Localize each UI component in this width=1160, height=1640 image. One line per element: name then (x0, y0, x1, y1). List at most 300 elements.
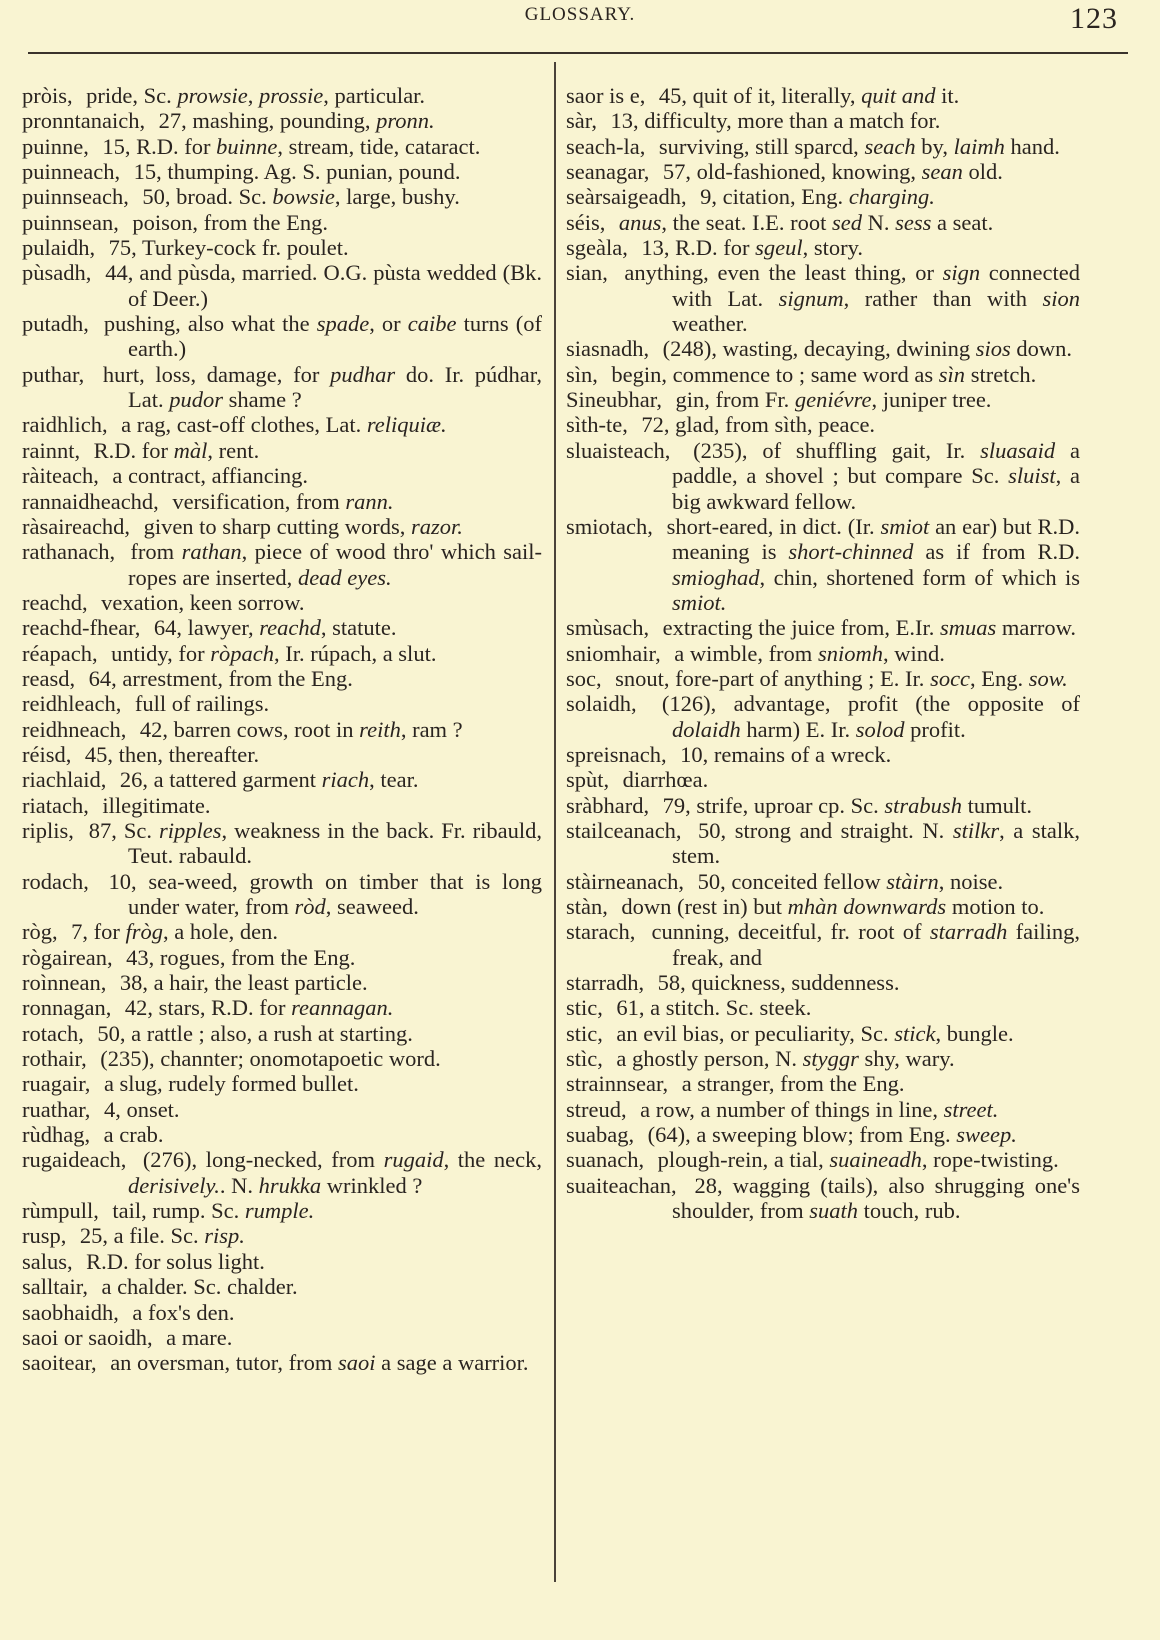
glossary-entry (566, 1097, 1080, 1122)
definition-text: (126), advantage, profit (the opposite of (661, 691, 1081, 717)
headword: rùmpull, (22, 1198, 99, 1224)
definition-text: , the neck, (443, 1147, 542, 1173)
italic-term: prowsie (177, 83, 248, 108)
italic-term: rumple. (244, 1198, 315, 1224)
definition-text: 10, remains of a wreck. (680, 741, 892, 767)
definition-text: 10, sea-weed, growth on timber that is long under water, from (108, 868, 542, 919)
headword: puinnseach, (22, 184, 129, 210)
definition-text: 57, old-fashioned, knowing, (662, 159, 922, 185)
headword: salus, (22, 1248, 73, 1274)
italic-term: màl (173, 437, 208, 463)
definition-text: harm) E. Ir. (740, 716, 856, 742)
definition-text: illegitimate. (102, 792, 211, 818)
headword: reachd, (22, 589, 88, 615)
italic-term: fròg (125, 919, 164, 945)
glossary-entry (566, 1122, 1080, 1147)
definition-text: R.D. for (93, 437, 174, 463)
glossary-entry (22, 641, 542, 666)
headword: suanach, (566, 1147, 645, 1173)
italic-term: sìn (938, 361, 966, 387)
definition-text: , a hole, den. (163, 919, 278, 945)
glossary-entry (22, 159, 542, 184)
definition-text: a wimble, from (674, 640, 818, 666)
glossary-entry (22, 717, 542, 742)
italic-term: pudor (169, 387, 223, 413)
glossary-entry (566, 615, 1080, 640)
definition-text: (235), channter; onomotapoetic word. (100, 1046, 441, 1072)
definition-text: a row, a number of things in line, (640, 1096, 944, 1122)
definition-text: shy, wary. (858, 1046, 955, 1072)
headword: ràsaireachd, (22, 513, 131, 539)
italic-term: sniomh (817, 640, 883, 666)
definition-text: a chalder. Sc. chalder. (101, 1274, 298, 1300)
glossary-entry (22, 1122, 542, 1147)
definition-text: a ghostly person, N. (616, 1046, 803, 1072)
glossary-entry (22, 210, 542, 235)
definition-text: an ear) but R.D. meaning is (672, 513, 1081, 565)
definition-text: 9, citation, Eng. (700, 184, 849, 210)
definition-text: 64, lawyer, (153, 615, 260, 641)
headword: riatach, (22, 792, 89, 818)
headword: sìth-te, (566, 412, 628, 438)
headword: starradh, (566, 970, 645, 996)
definition-text: , a big awkward fellow. (672, 463, 1080, 514)
glossary-entry (22, 666, 542, 691)
headword: soc, (566, 665, 602, 691)
definition-text: from (130, 539, 182, 565)
italic-term: solod (855, 716, 905, 742)
italic-term: sed (831, 209, 862, 235)
italic-term: ripples (158, 817, 222, 843)
headword: reidhleach, (22, 691, 122, 717)
definition-text: 15, thumping. Ag. S. punian, pound. (133, 159, 461, 185)
italic-term: suaineadh (829, 1147, 922, 1173)
glossary-entry (566, 894, 1080, 919)
definition-text: plough-rein, a tial, (657, 1147, 830, 1173)
italic-term: sluist (1008, 463, 1056, 489)
italic-term: reannagan. (291, 995, 394, 1021)
definition-text: pride, Sc. (86, 83, 178, 108)
definition-text: 26, a tattered garment (119, 767, 322, 793)
definition-text: short-eared, in dict. (Ir. (666, 513, 881, 539)
definition-text: 64, arrestment, from the Eng. (88, 665, 353, 691)
glossary-entry (22, 1300, 542, 1325)
definition-text: it. (935, 83, 960, 108)
italic-term: mhàn downwards (787, 894, 947, 919)
definition-text: 61, a stitch. Sc. steek. (616, 995, 812, 1021)
definition-text: diarrhœa. (622, 767, 709, 793)
definition-text: motion to. (946, 894, 1045, 919)
definition-text: , wind. (882, 640, 945, 666)
glossary-entry (22, 1274, 542, 1299)
glossary-entry (22, 1147, 542, 1198)
headword: rugaideach, (22, 1147, 127, 1173)
headword: sàr, (566, 108, 597, 134)
definition-text: (248), wasting, decaying, dwining (662, 336, 976, 362)
glossary-entry (566, 1021, 1080, 1046)
headword: solaidh, (566, 691, 637, 717)
glossary-entry (566, 793, 1080, 818)
headword: sràbhard, (566, 792, 650, 818)
definition-text: , stream, tide, cataract. (277, 133, 481, 159)
italic-term: sion (1042, 285, 1081, 311)
glossary-entry (22, 134, 542, 159)
headword: suaiteachan, (566, 1172, 677, 1198)
definition-text: a paddle, a shovel ; but compare Sc. (672, 437, 1080, 489)
headword: siasnadh, (566, 336, 650, 362)
italic-term: suath (809, 1198, 858, 1224)
glossary-entry (22, 108, 542, 133)
headword: pronntanaich, (22, 108, 146, 134)
definition-text: begin, commence to ; same word as (611, 361, 939, 387)
italic-term: starradh (929, 919, 1008, 945)
italic-term: pudhar (330, 361, 396, 387)
italic-term: caibe (407, 311, 457, 337)
italic-term: sios (975, 336, 1011, 362)
italic-term: socc (930, 665, 971, 691)
definition-text: , or (369, 311, 408, 337)
glossary-entry (22, 1097, 542, 1122)
italic-term: ròpach (210, 640, 274, 666)
definition-text: a slug, rudely formed bullet. (103, 1071, 359, 1097)
definition-text: untidy, for (111, 640, 211, 666)
headword: ronnagan, (22, 995, 112, 1021)
headword: saobhaidh, (22, 1299, 119, 1325)
headword: puinne, (22, 133, 89, 159)
glossary-entry (566, 1173, 1080, 1224)
headword: sniomhair, (566, 640, 661, 666)
definition-text: surviving, still sparcd, (658, 133, 865, 159)
definition-text: cunning, deceitful, fr. root of (651, 919, 930, 945)
italic-term: smioghad (672, 564, 760, 590)
glossary-entry (566, 260, 1080, 336)
glossary-entry (566, 184, 1080, 209)
italic-term: sean (921, 159, 963, 185)
glossary-entry (566, 995, 1080, 1020)
headword: reidhneach, (22, 716, 127, 742)
italic-term: rathan (181, 539, 242, 565)
glossary-entry (22, 463, 542, 488)
definition-text: , a stalk, stem. (672, 817, 1081, 869)
italic-term: stick (894, 1020, 936, 1046)
italic-term: dolaidh (672, 716, 741, 742)
definition-text: 42, stars, R.D. for (124, 995, 292, 1021)
headword: smùsach, (566, 615, 650, 641)
definition-text: 72, glad, from sìth, peace. (641, 412, 876, 438)
glossary-entry (22, 1071, 542, 1096)
definition-text: do. Ir. púdhar, Lat. (128, 361, 542, 413)
italic-term: rann. (345, 488, 394, 514)
definition-text: R.D. for solus light. (86, 1248, 265, 1274)
headword: riachlaid, (22, 767, 107, 793)
glossary-entry (566, 869, 1080, 894)
definition-text: , tear. (369, 767, 419, 793)
definition-text: 50, strong and straight. N. (698, 817, 953, 843)
italic-term: reliquiæ. (366, 412, 447, 438)
glossary-entry (22, 691, 542, 716)
italic-term: sow. (1028, 665, 1068, 691)
glossary-entry (566, 514, 1080, 615)
definition-text: (64), a sweeping blow; from Eng. (647, 1122, 957, 1148)
glossary-entry (22, 919, 542, 944)
glossary-entry (22, 793, 542, 818)
italic-term: short-chinned (788, 539, 914, 565)
glossary-entry (566, 159, 1080, 184)
glossary-entry (566, 1071, 1080, 1096)
headword: stailceanach, (566, 817, 682, 843)
headword: réapach, (22, 640, 98, 666)
definition-text: by, (915, 133, 954, 159)
glossary-entry (566, 336, 1080, 361)
headword: sgeàla, (566, 235, 628, 261)
italic-term: derisively. (128, 1172, 220, 1198)
definition-text: , rope-twisting. (921, 1147, 1059, 1173)
glossary-entry (566, 641, 1080, 666)
definition-text: a seat. (931, 209, 994, 235)
glossary-entry (566, 919, 1080, 970)
headword: reasd, (22, 665, 76, 691)
glossary-entry (566, 210, 1080, 235)
headword: sìn, (566, 361, 598, 387)
glossary-entry (22, 438, 542, 463)
glossary-entry (566, 767, 1080, 792)
italic-term: rugaid (383, 1147, 444, 1173)
definition-text: marrow. (996, 615, 1077, 641)
italic-term: styggr (802, 1046, 859, 1072)
headword: seanagar, (566, 159, 650, 185)
right-column (566, 83, 1080, 1223)
glossary-entry (22, 869, 542, 920)
glossary-entry (22, 970, 542, 995)
definition-text: a sage a warrior. (375, 1350, 529, 1376)
glossary-entry (566, 412, 1080, 437)
headword: rannaidheachd, (22, 488, 159, 514)
definition-text: 50, broad. Sc. (142, 184, 273, 210)
headword: ruathar, (22, 1096, 91, 1122)
headword: rodach, (22, 868, 89, 894)
headword: rotach, (22, 1020, 84, 1046)
glossary-entry (566, 235, 1080, 260)
definition-text: 79, strife, uproar cp. Sc. (662, 792, 885, 818)
definition-text: 28, wagging (tails), also shrugging one's shoulder, from (672, 1172, 1080, 1224)
italic-term: spade (316, 311, 370, 337)
glossary-entry (566, 818, 1080, 869)
glossary-entry (566, 387, 1080, 412)
definition-text: snout, fore-part of anything ; E. Ir. (615, 665, 931, 691)
definition-text: 38, a hair, the least particle. (119, 970, 368, 996)
definition-text: 7, for (71, 919, 126, 945)
definition-text: 42, barren cows, root in (139, 716, 360, 742)
italic-term: charging. (848, 184, 935, 210)
definition-text: vexation, keen sorrow. (101, 589, 305, 615)
headword: seach-la, (566, 133, 646, 159)
headword: ròg, (22, 919, 58, 945)
page-number: 123 (1070, 2, 1118, 35)
glossary-entry (22, 1249, 542, 1274)
definition-text: 4, onset. (103, 1096, 180, 1122)
headword: sian, (566, 260, 608, 286)
definition-text: tumult. (961, 792, 1032, 818)
italic-term: risp. (204, 1223, 245, 1249)
left-column (22, 83, 542, 1376)
definition-text: poison, from the Eng. (132, 209, 328, 235)
headword: saoitear, (22, 1350, 97, 1376)
glossary-entry (22, 615, 542, 640)
italic-term: quit and (861, 83, 936, 108)
headword: ruagair, (22, 1071, 91, 1097)
definition-text: , rent. (207, 437, 260, 463)
headword: spùt, (566, 767, 610, 793)
definition-text: shame ? (223, 387, 302, 413)
headword: reachd-fhear, (22, 615, 141, 641)
glossary-entry (22, 1350, 542, 1375)
definition-text: , weakness in the back. Fr. ribauld, Teut. rabauld. (128, 817, 543, 869)
glossary-entry (22, 818, 542, 869)
italic-term: sess (895, 209, 932, 235)
headword: Sineubhar, (566, 387, 662, 413)
italic-term: geniévre (794, 387, 872, 413)
italic-term: smiot (880, 513, 930, 539)
italic-term: sign (942, 260, 981, 286)
glossary-entry (22, 1223, 542, 1248)
headword: stic, (566, 1020, 603, 1046)
glossary-entry (22, 184, 542, 209)
italic-term: razor. (411, 513, 463, 539)
definition-text: , ram ? (400, 716, 463, 742)
glossary-entry (566, 1046, 1080, 1071)
definition-text: profit. (904, 716, 966, 742)
headword: sluaisteach, (566, 437, 671, 463)
headword: rògairean, (22, 944, 113, 970)
definition-text: 44, and pùsda, married. O.G. pùsta wedded (Bk. of Deer.) (105, 260, 543, 311)
definition-text: full of railings. (134, 691, 270, 717)
headword: putadh, (22, 311, 89, 337)
headword: stic, (566, 995, 603, 1021)
italic-term: laimh (953, 133, 1005, 159)
italic-term: saoi (337, 1350, 376, 1376)
glossary-entry (22, 362, 542, 413)
headword: strainnsear, (566, 1071, 669, 1097)
definition-text: down. (1010, 336, 1072, 362)
italic-term: sluasaid (980, 437, 1056, 463)
glossary-entry (22, 945, 542, 970)
definition-text: as if from R.D. (913, 539, 1081, 565)
definition-text: , (247, 83, 260, 108)
glossary-entry (22, 995, 542, 1020)
italic-term: smiot. (672, 589, 727, 615)
definition-text: connected with Lat. (672, 260, 1080, 311)
definition-text: , Ir. rúpach, a slut. (273, 640, 437, 666)
italic-term: sgeul (755, 235, 803, 261)
glossary-entry (566, 362, 1080, 387)
headword: saor is e, (566, 83, 646, 108)
headword: smiotach, (566, 513, 653, 539)
definition-text: anything, even the least thing, or (624, 260, 943, 286)
italic-term: ròd (294, 894, 326, 919)
definition-text: gin, from Fr. (675, 387, 795, 413)
italic-term: prossie (259, 83, 324, 108)
glossary-entry (22, 260, 542, 311)
italic-term: pronn. (376, 108, 435, 134)
glossary-entry (566, 438, 1080, 514)
definition-text: failing, freak, and (672, 919, 1080, 970)
glossary-entry (22, 489, 542, 514)
definition-text: tail, rump. Sc. (112, 1198, 245, 1224)
definition-text: 45, quit of it, literally, (658, 83, 862, 108)
headword: stàirneanach, (566, 868, 685, 894)
definition-text: 27, mashing, pounding, (158, 108, 377, 134)
glossary-entry (22, 1021, 542, 1046)
glossary-entry (22, 1198, 542, 1223)
definition-text: , large, bushy. (334, 184, 460, 210)
italic-term: stàirn (886, 868, 939, 894)
headword: saoi or saoidh, (22, 1324, 153, 1350)
headword: séis, (566, 209, 606, 235)
definition-text: pushing, also what the (103, 311, 317, 337)
definition-text: , particular. (323, 83, 426, 108)
glossary-entry (566, 83, 1080, 108)
definition-text: 58, quickness, suddenness. (657, 970, 900, 996)
glossary-entry (22, 514, 542, 539)
italic-term: seach (864, 133, 916, 159)
italic-term: strabush (884, 792, 962, 818)
headword: puthar, (22, 361, 85, 387)
definition-text: an evil bias, or peculiarity, Sc. (616, 1020, 895, 1046)
headword: suabag, (566, 1122, 635, 1148)
definition-text: extracting the juice from, E.Ir. (662, 615, 941, 641)
definition-text: 50, a rattle ; also, a rush at starting. (97, 1020, 413, 1046)
glossary-entry (22, 767, 542, 792)
italic-term: bowsie (272, 184, 335, 210)
glossary-entry (566, 691, 1080, 742)
italic-term: riach (321, 767, 370, 793)
definition-text: turns (of earth.) (128, 311, 542, 362)
definition-text: versification, from (172, 488, 346, 514)
headword: salltair, (22, 1274, 88, 1300)
italic-term: stilkr (952, 817, 1000, 843)
definition-text: a contract, affiancing. (112, 463, 309, 489)
definition-text: hand. (1004, 133, 1060, 159)
definition-text: , piece of wood thro' which sail-ropes are inserted, (128, 539, 542, 590)
glossary-entry (22, 83, 542, 108)
definition-text: (276), long-necked, from (142, 1147, 384, 1173)
definition-text: stretch. (965, 361, 1037, 387)
definition-text: 50, conceited fellow (697, 868, 887, 894)
definition-text: , Eng. (970, 665, 1029, 691)
running-head: GLOSSARY. (524, 4, 636, 25)
definition-text: an oversman, tutor, from (110, 1350, 338, 1376)
headword: pulaidh, (22, 235, 96, 261)
glossary-entry (22, 539, 542, 590)
italic-term: smuas (940, 615, 997, 641)
definition-text: hurt, loss, damage, for (102, 361, 331, 387)
italic-term: hrukka (258, 1172, 322, 1198)
glossary-entry (566, 134, 1080, 159)
definition-text: old. (962, 159, 1003, 185)
definition-text: a stranger, from the Eng. (681, 1071, 905, 1097)
glossary-entry (22, 412, 542, 437)
definition-text: , chin, shortened form of which is (759, 564, 1080, 590)
definition-text: a mare. (166, 1324, 233, 1350)
definition-text: down (rest in) but (621, 894, 788, 919)
italic-term: street. (943, 1096, 999, 1122)
definition-text: a rag, cast-off clothes, Lat. (121, 412, 367, 438)
definition-text: 87, Sc. (88, 817, 159, 843)
definition-text: , statute. (320, 615, 397, 641)
headword: roìnnean, (22, 970, 107, 996)
definition-text: , juniper tree. (871, 387, 992, 413)
headword: rùdhag, (22, 1122, 91, 1148)
